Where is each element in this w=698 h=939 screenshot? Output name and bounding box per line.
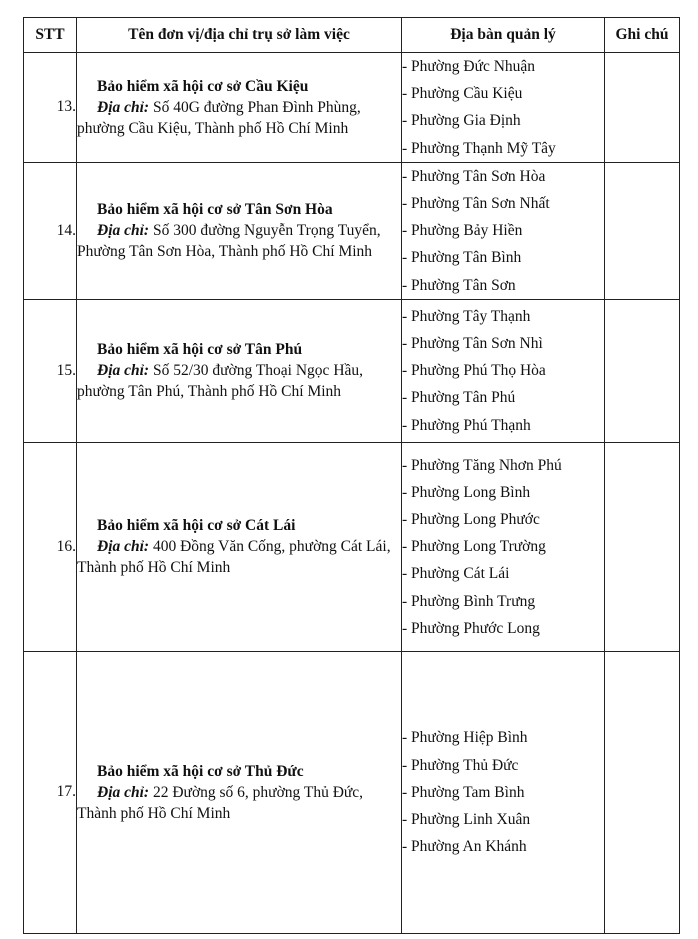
address-first: 400 Đồng Văn Cống, phường xyxy=(149,538,337,556)
table-row xyxy=(24,442,680,651)
ward-item: - Phường Bình Trưng xyxy=(402,592,536,610)
ward-item: - Phường Long Trường xyxy=(402,538,546,556)
address-first: Số 52/30 đường Thoại Ngọc xyxy=(149,362,330,380)
unit-address xyxy=(77,360,401,402)
ward-list xyxy=(402,53,605,163)
unit-address xyxy=(77,97,401,139)
address-rest: Hầu, phường Tân Phú, Thành phố Hồ Chí Minh xyxy=(77,362,364,401)
ward-item: - Phường Cầu Kiệu xyxy=(402,85,523,103)
address-first: Số 300 đường Nguyễn Trọng xyxy=(149,222,335,240)
ward-item: - Phường Linh Xuân xyxy=(402,810,531,828)
ward-list xyxy=(402,299,605,442)
ward-list xyxy=(402,162,605,299)
ward-item: - Phường Hiệp Bình xyxy=(402,729,528,747)
note-cell xyxy=(605,53,680,163)
row-stt: 16. xyxy=(24,442,77,651)
row-stt: 15. xyxy=(24,299,77,442)
address-rest: Phùng, phường Cầu Kiệu, Thành phố Hồ Chí Minh xyxy=(77,98,361,137)
ward-list xyxy=(402,651,605,933)
unit-table xyxy=(23,17,680,934)
unit-name: Bảo hiểm xã hội cơ sở Tân Sơn Hòa xyxy=(97,201,333,219)
address-label: Địa chỉ: xyxy=(97,98,150,116)
ward-item: - Phường Tân Bình xyxy=(402,249,522,267)
row-stt: 17. xyxy=(24,651,77,933)
ward-item: - Phường Tân Sơn Nhì xyxy=(402,335,543,353)
unit-cell xyxy=(77,162,402,299)
address-rest: Tuyển, Phường Tân Sơn Hòa, Thành phố Hồ Chí Minh xyxy=(77,222,381,261)
unit-cell xyxy=(77,651,402,933)
ward-item: - Phường Long Phước xyxy=(402,511,540,529)
unit-cell xyxy=(77,299,402,442)
table-row xyxy=(24,53,680,163)
unit-name: Bảo hiểm xã hội cơ sở Tân Phú xyxy=(97,341,303,359)
row-stt: 13. xyxy=(24,53,77,163)
address-first: Số 40G đường Phan Đình xyxy=(149,98,314,116)
note-cell xyxy=(605,651,680,933)
address-label: Địa chỉ: xyxy=(97,538,150,556)
header-unit: Tên đơn vị/địa chỉ trụ sở làm việc xyxy=(77,18,402,53)
unit-address xyxy=(77,536,401,578)
unit-cell xyxy=(77,53,402,163)
ward-item: - Phường An Khánh xyxy=(402,838,527,856)
ward-item: - Phường Tây Thạnh xyxy=(402,307,531,325)
address-rest: Đức, Thành phố Hồ Chí Minh xyxy=(77,783,364,822)
ward-item: - Phường Tân Phú xyxy=(402,389,516,407)
row-stt: 14. xyxy=(24,162,77,299)
header-stt: STT xyxy=(24,18,77,53)
unit-name: Bảo hiểm xã hội cơ sở Thủ Đức xyxy=(97,762,304,780)
ward-item: - Phường Gia Định xyxy=(402,112,521,130)
ward-item: - Phường Đức Nhuận xyxy=(402,58,536,75)
address-label: Địa chỉ: xyxy=(97,222,150,240)
ward-list xyxy=(402,442,605,651)
ward-item: - Phường Tăng Nhơn Phú xyxy=(402,456,562,474)
ward-item: - Phường Phước Long xyxy=(402,619,540,637)
ward-item: - Phường Thủ Đức xyxy=(402,756,519,774)
ward-item: - Phường Tân Sơn Nhất xyxy=(402,195,550,213)
ward-item: - Phường Tân Sơn Hòa xyxy=(402,167,546,185)
address-first: 22 Đường số 6, phường Thủ xyxy=(149,783,329,801)
note-cell xyxy=(605,162,680,299)
ward-item: - Phường Thạnh Mỹ Tây xyxy=(402,139,556,157)
table-row xyxy=(24,651,680,933)
table-row xyxy=(24,162,680,299)
header-area: Địa bàn quản lý xyxy=(402,18,605,53)
ward-item: - Phường Bảy Hiền xyxy=(402,222,523,240)
ward-item: - Phường Phú Thạnh xyxy=(402,416,531,434)
ward-item: - Phường Phú Thọ Hòa xyxy=(402,362,546,380)
header-row xyxy=(24,18,680,53)
unit-name: Bảo hiểm xã hội cơ sở Cát Lái xyxy=(97,517,296,535)
ward-item: - Phường Cát Lái xyxy=(402,565,510,583)
note-cell xyxy=(605,442,680,651)
unit-address xyxy=(77,220,401,262)
ward-item: - Phường Tân Sơn xyxy=(402,276,516,294)
unit-cell xyxy=(77,442,402,651)
ward-item: - Phường Tam Bình xyxy=(402,783,525,801)
note-cell xyxy=(605,299,680,442)
unit-address xyxy=(77,782,401,824)
address-rest: Cát Lái, Thành phố Hồ Chí Minh xyxy=(77,538,391,577)
header-note: Ghi chú xyxy=(605,18,680,53)
address-label: Địa chỉ: xyxy=(97,783,150,801)
table-row xyxy=(24,299,680,442)
address-label: Địa chỉ: xyxy=(97,362,150,380)
ward-item: - Phường Long Bình xyxy=(402,483,531,501)
unit-name: Bảo hiểm xã hội cơ sở Cầu Kiệu xyxy=(97,77,309,95)
